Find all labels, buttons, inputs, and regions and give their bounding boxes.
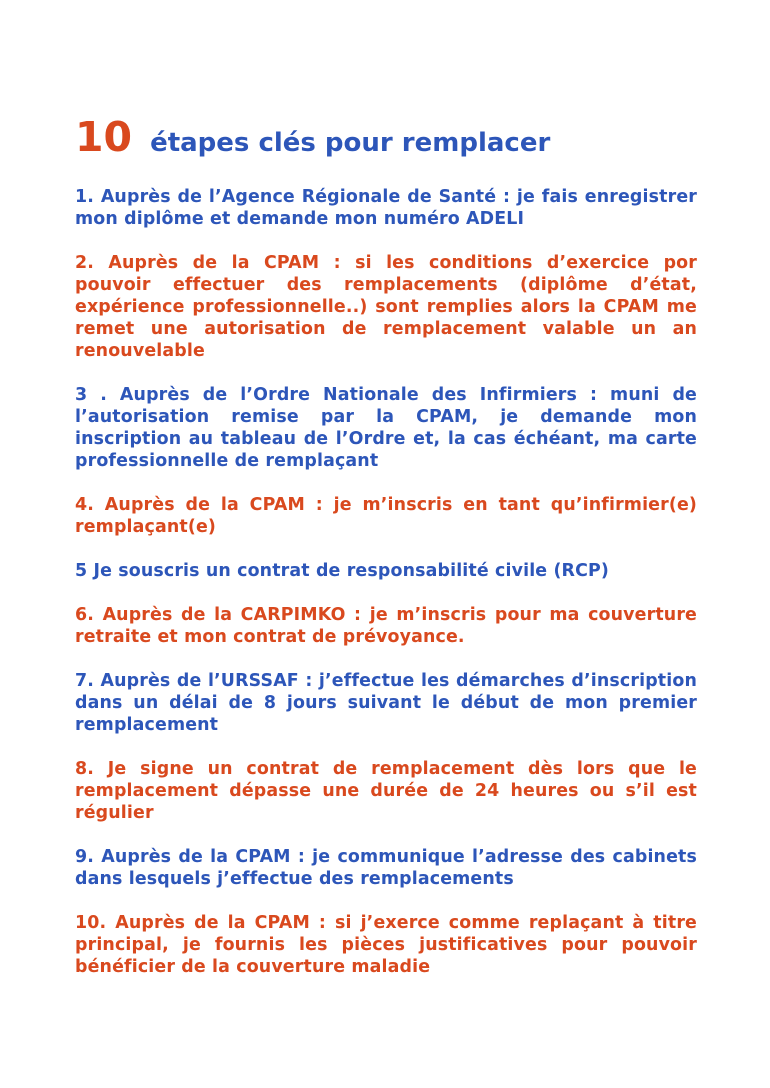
page-title [75, 112, 697, 162]
title-number: 10 [75, 113, 133, 161]
step-1: 1. Auprès de l’Agence Régionale de Santé : je fais enregistrer mon diplôme et demande mon numéro ADELI [75, 187, 697, 229]
step-5: 5 Je souscris un contrat de responsabilité civile (RCP) [75, 561, 610, 581]
step-7: 7. Auprès de l’URSSAF : j’effectue les démarches d’inscription dans un délai de 8 jours suivant le début de mon premier remplacement [75, 671, 697, 735]
step-10: 10. Auprès de la CPAM : si j’exerce comme replaçant à titre principal, je fournis les pièces justificatives pour pouvoir bénéficier de la couverture maladie [75, 913, 697, 977]
step-8: 8. Je signe un contrat de remplacement dès lors que le remplacement dépasse une durée de 24 heures ou s’il est régulier [75, 759, 697, 823]
step-2: 2. Auprès de la CPAM : si les conditions d’exercice por pouvoir effectuer des remplacements (diplôme d’état, expérience professionnelle..) sont remplies alors la CPAM me remet une autorisation de remplacement valable un an renouvelable [75, 253, 697, 361]
step-6: 6. Auprès de la CARPIMKO : je m’inscris pour ma couverture retraite et mon contrat de prévoyance. [75, 605, 697, 647]
step-4: 4. Auprès de la CPAM : je m’inscris en tant qu’infirmier(e) remplaçant(e) [75, 495, 697, 537]
title-text: étapes clés pour remplacer [150, 128, 551, 158]
step-9: 9. Auprès de la CPAM : je communique l’adresse des cabinets dans lesquels j’effectue des remplacements [75, 847, 697, 889]
document-page [75, 112, 697, 1000]
step-3: 3 . Auprès de l’Ordre Nationale des Infirmiers : muni de l’autorisation remise par la CPAM, je demande mon inscription au tableau de l’Ordre et, la cas échéant, ma carte professionnelle de remplaçant [75, 385, 697, 471]
